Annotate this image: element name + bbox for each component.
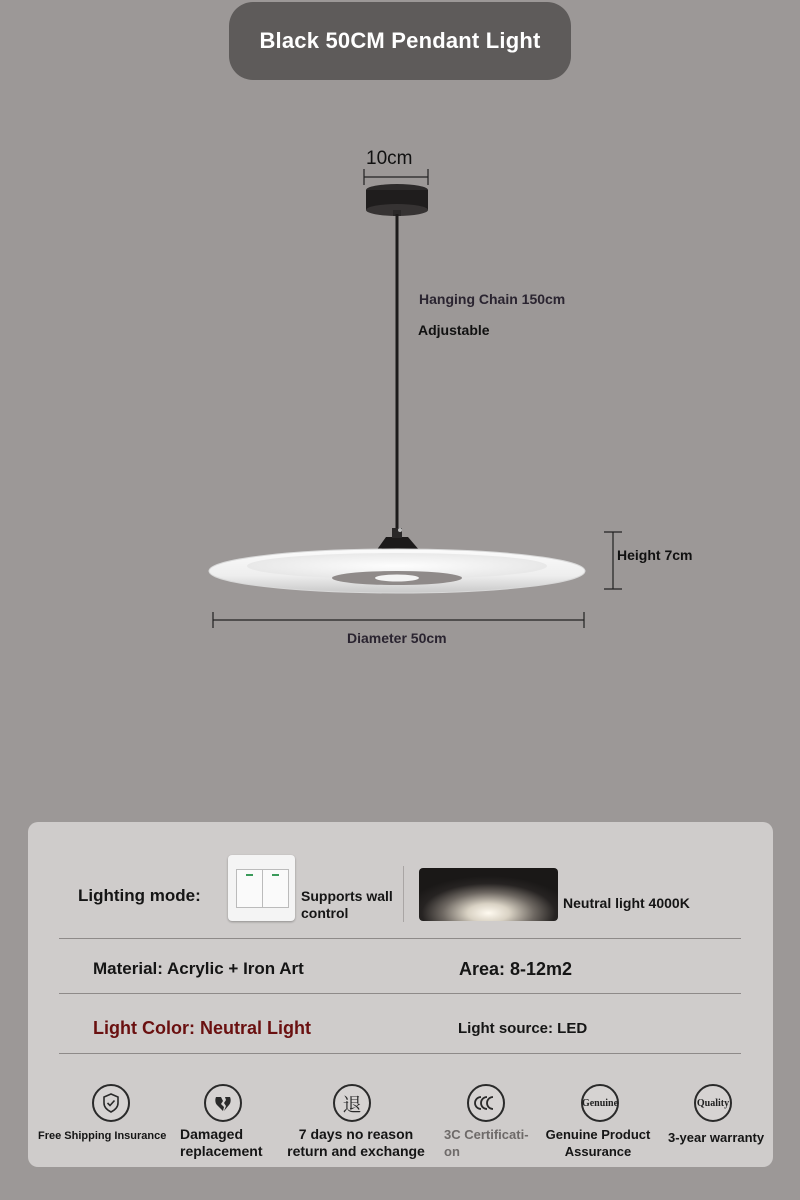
pendant-lamp-illustration (0, 150, 800, 650)
diameter-label: Diameter 50cm (347, 630, 447, 646)
chain-length-label: Hanging Chain 150cm (419, 291, 566, 307)
quality-badge-icon: Quality (694, 1084, 732, 1122)
feature-label-genuine: Genuine Product Assurance (545, 1127, 651, 1159)
height-label: Height 7cm (617, 547, 693, 563)
divider-2 (59, 993, 741, 994)
return-icon: 退 (333, 1084, 371, 1122)
light-source-label: Light source: LED (458, 1020, 588, 1037)
broken-heart-icon (204, 1084, 242, 1122)
feature-label-return: 7 days no reason return and exchange (287, 1126, 425, 1159)
feature-label-damaged: Damaged replacement (180, 1126, 263, 1159)
canopy-size-label: 10cm (366, 148, 413, 169)
diameter-dimension-line (213, 612, 584, 628)
wall-switch-icon (228, 855, 295, 921)
area-label: Area: 8-12m2 (459, 959, 573, 979)
ccc-certification-icon (467, 1084, 505, 1122)
page-title: Black 50CM Pendant Light (229, 2, 571, 80)
canopy-dimension-line (364, 169, 428, 185)
feature-label-warranty: 3-year warranty (668, 1130, 765, 1145)
chain-adjustable-label: Adjustable (418, 322, 490, 338)
vertical-divider (403, 866, 404, 922)
canopy (366, 184, 428, 216)
light-temperature-label: Neutral light 4000K (563, 895, 690, 911)
wall-control-text: Supports wall control (301, 888, 393, 921)
divider-3 (59, 1053, 741, 1054)
neutral-light-swatch (419, 868, 558, 921)
shield-check-icon (92, 1084, 130, 1122)
spec-panel (28, 822, 773, 1167)
genuine-badge-icon: Genuine (581, 1084, 619, 1122)
feature-label-3c: 3C Certificati- on (444, 1127, 529, 1159)
divider-1 (59, 938, 741, 939)
material-label: Material: Acrylic + Iron Art (93, 959, 304, 978)
light-color-label: Light Color: Neutral Light (93, 1018, 311, 1038)
feature-label-free-shipping: Free Shipping Insurance (38, 1130, 167, 1142)
lighting-mode-label: Lighting mode: (78, 886, 201, 905)
